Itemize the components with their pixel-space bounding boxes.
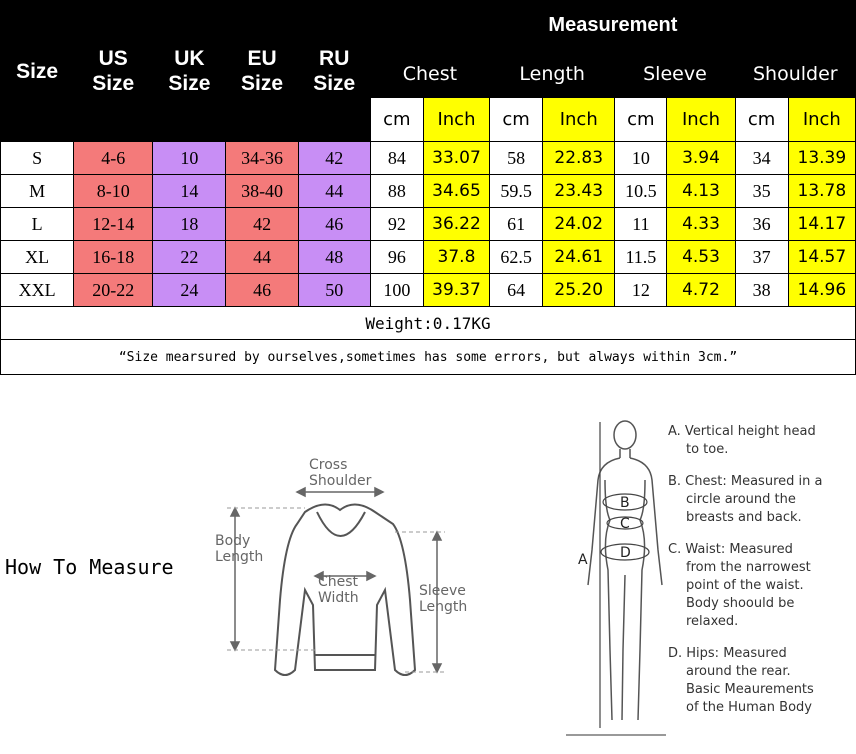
- cell-sleeve-cm: 10.5: [615, 175, 667, 208]
- note-a: A. Vertical height head to toe.: [668, 424, 816, 457]
- cell-us: 20-22: [74, 274, 153, 307]
- cell-length-inch: 25.20: [543, 274, 615, 307]
- cell-size: XL: [1, 241, 74, 274]
- cell-sleeve-inch: 4.13: [667, 175, 735, 208]
- cell-sleeve-inch: 4.33: [667, 208, 735, 241]
- cell-sleeve-inch: 4.53: [667, 241, 735, 274]
- cell-sleeve-cm: 10: [615, 142, 667, 175]
- header-ru-size: RU Size: [298, 1, 370, 142]
- cell-size: XXL: [1, 274, 74, 307]
- header-length-inch: Inch: [543, 98, 615, 142]
- header-chest-cm: cm: [370, 98, 423, 142]
- header-chest: Chest: [370, 51, 489, 98]
- cell-chest-inch: 36.22: [423, 208, 489, 241]
- cell-chest-inch: 33.07: [423, 142, 489, 175]
- cell-ru: 42: [298, 142, 370, 175]
- svg-text:Length: Length: [215, 549, 264, 565]
- cell-us: 8-10: [74, 175, 153, 208]
- label-c: C: [620, 516, 630, 532]
- cell-uk: 22: [153, 241, 226, 274]
- header-sleeve-cm: cm: [615, 98, 667, 142]
- svg-text:Length: Length: [419, 599, 468, 615]
- note-b: B. Chest: Measured in a circle around the breasts and back.: [668, 474, 823, 525]
- weight-row: Weight:0.17KG: [1, 307, 856, 340]
- cell-shoulder-cm: 37: [735, 241, 788, 274]
- header-length: Length: [490, 51, 615, 98]
- note-c: C. Waist: Measured from the narrowest point of the waist. Body shoould be relaxed.: [668, 542, 811, 629]
- cell-size: L: [1, 208, 74, 241]
- cell-shoulder-cm: 38: [735, 274, 788, 307]
- table-row: [1, 142, 856, 175]
- svg-text:Shoulder: Shoulder: [309, 473, 372, 489]
- cell-length-inch: 24.02: [543, 208, 615, 241]
- cell-us: 4-6: [74, 142, 153, 175]
- cell-sleeve-cm: 11: [615, 208, 667, 241]
- cell-uk: 24: [153, 274, 226, 307]
- cell-sleeve-inch: 4.72: [667, 274, 735, 307]
- body-measure-diagram: [560, 410, 670, 740]
- table-row: [1, 274, 856, 307]
- cell-uk: 18: [153, 208, 226, 241]
- note-d: D. Hips: Measured around the rear. Basic Meaurements of the Human Body: [668, 646, 814, 715]
- cell-ru: 50: [298, 274, 370, 307]
- cell-length-cm: 62.5: [490, 241, 543, 274]
- cell-us: 16-18: [74, 241, 153, 274]
- svg-text:Width: Width: [318, 590, 359, 606]
- header-shoulder-cm: cm: [735, 98, 788, 142]
- cell-eu: 42: [226, 208, 298, 241]
- cell-ru: 48: [298, 241, 370, 274]
- label-a: A: [578, 552, 588, 568]
- header-shoulder: Shoulder: [735, 51, 855, 98]
- size-chart-table: [0, 0, 856, 375]
- cell-ru: 46: [298, 208, 370, 241]
- cell-shoulder-inch: 14.57: [788, 241, 855, 274]
- how-to-measure-title: How To Measure: [5, 555, 174, 579]
- label-d: D: [620, 545, 631, 561]
- cell-size: M: [1, 175, 74, 208]
- body-measure-notes: [668, 423, 856, 731]
- cell-chest-cm: 100: [370, 274, 423, 307]
- cell-shoulder-cm: 36: [735, 208, 788, 241]
- cell-chest-inch: 34.65: [423, 175, 489, 208]
- label-chest-width: Chest: [318, 574, 359, 590]
- cell-eu: 34-36: [226, 142, 298, 175]
- cell-length-cm: 64: [490, 274, 543, 307]
- cell-eu: 46: [226, 274, 298, 307]
- cell-sleeve-inch: 3.94: [667, 142, 735, 175]
- cell-shoulder-inch: 13.39: [788, 142, 855, 175]
- header-us-size: US Size: [74, 1, 153, 142]
- label-cross-shoulder: Cross: [309, 457, 348, 473]
- sweater-measure-diagram: [205, 450, 475, 690]
- table-row: [1, 241, 856, 274]
- label-sleeve-length: Sleeve: [419, 583, 466, 599]
- cell-chest-cm: 92: [370, 208, 423, 241]
- cell-chest-cm: 88: [370, 175, 423, 208]
- cell-shoulder-inch: 14.17: [788, 208, 855, 241]
- measurement-note: “Size mearsured by ourselves,sometimes has some errors, but always within 3cm.”: [1, 340, 856, 375]
- cell-chest-inch: 39.37: [423, 274, 489, 307]
- cell-shoulder-inch: 13.78: [788, 175, 855, 208]
- header-sleeve: Sleeve: [615, 51, 735, 98]
- label-body-length: Body: [215, 533, 251, 549]
- table-row: [1, 175, 856, 208]
- header-sleeve-inch: Inch: [667, 98, 735, 142]
- cell-shoulder-cm: 35: [735, 175, 788, 208]
- header-chest-inch: Inch: [423, 98, 489, 142]
- header-uk-size: UK Size: [153, 1, 226, 142]
- cell-shoulder-cm: 34: [735, 142, 788, 175]
- cell-sleeve-cm: 11.5: [615, 241, 667, 274]
- cell-length-cm: 61: [490, 208, 543, 241]
- cell-size: S: [1, 142, 74, 175]
- cell-us: 12-14: [74, 208, 153, 241]
- human-figure-icon: [588, 421, 662, 720]
- cell-length-inch: 24.61: [543, 241, 615, 274]
- cell-uk: 10: [153, 142, 226, 175]
- cell-chest-inch: 37.8: [423, 241, 489, 274]
- cell-eu: 44: [226, 241, 298, 274]
- header-length-cm: cm: [490, 98, 543, 142]
- cell-length-inch: 22.83: [543, 142, 615, 175]
- header-size: Size: [1, 1, 74, 142]
- cell-length-cm: 58: [490, 142, 543, 175]
- cell-uk: 14: [153, 175, 226, 208]
- cell-chest-cm: 84: [370, 142, 423, 175]
- header-measurement: Measurement: [370, 1, 855, 51]
- cell-length-cm: 59.5: [490, 175, 543, 208]
- header-shoulder-inch: Inch: [788, 98, 855, 142]
- cell-sleeve-cm: 12: [615, 274, 667, 307]
- table-row: [1, 208, 856, 241]
- cell-ru: 44: [298, 175, 370, 208]
- cell-eu: 38-40: [226, 175, 298, 208]
- label-b: B: [620, 495, 630, 511]
- cell-length-inch: 23.43: [543, 175, 615, 208]
- cell-shoulder-inch: 14.96: [788, 274, 855, 307]
- header-eu-size: EU Size: [226, 1, 298, 142]
- cell-chest-cm: 96: [370, 241, 423, 274]
